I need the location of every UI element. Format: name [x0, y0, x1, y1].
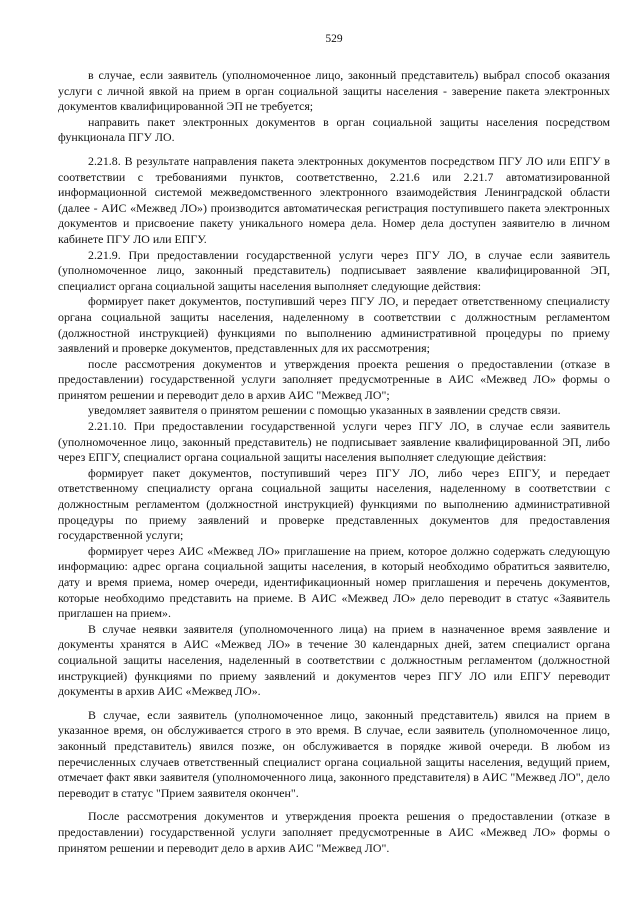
paragraph: после рассмотрения документов и утверждения проекта решения о предоставлении (отказе в предоставлении) государственной услуги заполняет предусмотренные в АИС «Межвед ЛО» формы о принятом решении и переводит дело в архив АИС "Межвед ЛО"; — [58, 356, 610, 402]
paragraph: В случае неявки заявителя (уполномоченного лица) на прием в назначенное время заявление и документы хранятся в АИС «Межвед ЛО» в течение 30 календарных дней, затем специалист органа социальной защиты населения, наделенный в соответствии с должностным регламентом (должностной инструкцией) функциями по приему заявлений и документов через ПГУ ЛО или ЕПГУ переводит документы в архив АИС «Межвед ЛО». — [58, 621, 610, 699]
document-page — [58, 32, 610, 856]
paragraph: направить пакет электронных документов в орган социальной защиты населения посредством функционала ПГУ ЛО. — [58, 114, 610, 145]
page-number: 529 — [325, 33, 343, 45]
paragraph-section-2-21-10: 2.21.10. При предоставлении государственной услуги через ПГУ ЛО, в случае если заявитель (уполномоченное лицо, законный представитель) не подписывает заявление квалифицированной ЭП, либо через ЕПГУ, специалист органа социальной защиты населения выполняет следующие действия: — [58, 419, 610, 465]
paragraph: В случае, если заявитель (уполномоченное лицо, законный представитель) явился на прием в указанное время, он обслуживается строго в это время. В случае, если заявитель (уполномоченное лицо, законный представитель) явился позже, он обслуживается в порядке живой очереди. В любом из перечисленных случаев ответственный специалист органа социальной защиты населения, ведущий прием, отмечает факт явки заявителя (уполномоченного лица, законного представителя) в АИС "Межвед ЛО", дело переводит в статус "Прием заявителя окончен". — [58, 707, 610, 800]
paragraph-section-2-21-8: 2.21.8. В результате направления пакета электронных документов посредством ПГУ ЛО или ЕПГУ в соответствии с требованиями пунктов, соответственно, 2.21.6 или 2.21.7 автоматизированной информационной системой межведомственного электронного взаимодействия Ленинградской области (далее - АИС «Межвед ЛО») производится автоматическая регистрация поступившего пакета электронных документов и присвоение пакету уникального номера дела. Номер дела доступен заявителю в личном кабинете ПГУ ЛО или ЕПГУ. — [58, 153, 610, 246]
paragraph-section-2-21-9: 2.21.9. При предоставлении государственной услуги через ПГУ ЛО, в случае если заявитель (уполномоченное лицо, законный представитель) подписывает заявление квалифицированной ЭП, специалист органа социальной защиты населения выполняет следующие действия: — [58, 247, 610, 293]
paragraph: в случае, если заявитель (уполномоченное лицо, законный представитель) выбрал способ оказания услуги с личной явкой на прием в орган социальной защиты населения - заверение пакета электронных документов квалифицированной ЭП не требуется; — [58, 68, 610, 114]
paragraph: формирует пакет документов, поступивший через ПГУ ЛО, и передает ответственному специалисту органа социальной защиты населения, наделенному в соответствии с должностным регламентом (должностной инструкцией) функциями по выполнению административной процедуры по приему заявлений и проверке документов, представленных для их рассмотрения; — [58, 294, 610, 356]
paragraph: уведомляет заявителя о принятом решении с помощью указанных в заявлении средств связи. — [88, 403, 561, 418]
paragraph: После рассмотрения документов и утверждения проекта решения о предоставлении (отказе в предоставлении) государственной услуги заполняет предусмотренные в АИС «Межвед ЛО» формы о принятом решении и переводит дело в архив АИС "Межвед ЛО". — [58, 809, 610, 855]
paragraph: формирует пакет документов, поступивший через ПГУ ЛО, либо через ЕПГУ, и передает ответственному специалисту органа социальной защиты населения, наделенному в соответствии с должностным регламентом (должностной инструкцией) функциями по выполнению административной процедуры по приему заявлений и проверке представленных документов для предоставления государственной услуги; — [58, 465, 610, 543]
paragraph: формирует через АИС «Межвед ЛО» приглашение на прием, которое должно содержать следующую информацию: адрес органа социальной защиты населения, в который необходимо обратиться заявителю, дату и время приема, номер очереди, идентификационный номер приглашения и перечень документов, которые необходимо представить на приеме. В АИС «Межвед ЛО» дело переводит в статус «Заявитель приглашен на прием». — [58, 543, 610, 621]
